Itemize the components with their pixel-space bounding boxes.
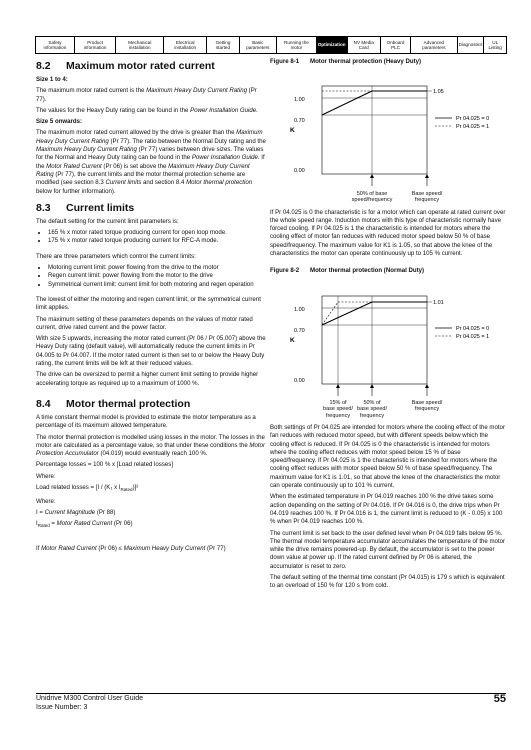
section-8-4-heading: 8.4 Motor thermal protection	[36, 397, 191, 410]
list-item: • Symmetrical current limit: current limit for both motoring and regen operation	[48, 281, 268, 289]
paragraph: If Motor Rated Current (Pr 06) ≤ Maximum Heavy Duty Current (Pr 77)	[36, 544, 226, 552]
paragraph: The default setting of the thermal time constant (Pr 04.015) is 179 s which is equivalent to an overload of 150 % for 120 s from cold.	[270, 574, 505, 590]
x-label: 15% of base speed/ frequency	[323, 399, 353, 419]
paragraph: The values for the Heavy Duty rating can be found in the Power Installation Guide.	[36, 106, 258, 114]
paragraph: The drive can be oversized to permit a higher current limit setting to provide higher accelerating torque as required up to a maximum of 1000 %.	[36, 371, 259, 387]
current-limit-defaults-list	[36, 229, 268, 246]
x-label: Base speed/ frequency	[411, 399, 443, 413]
series-pr04025-1-line	[322, 91, 372, 115]
tick-label: 0.70	[294, 118, 305, 125]
paragraph: The default setting for the current limit parameters is:	[36, 217, 179, 225]
tab-ul-listing[interactable]: UL Listing	[488, 39, 502, 50]
figure-8-2-x-labels	[270, 400, 506, 420]
x-marker-50pct	[370, 384, 374, 396]
paragraph: Where:	[36, 497, 56, 505]
tick-label: 1.00	[294, 97, 305, 104]
figure-8-1-caption: Figure 8-1 Motor thermal protection (Heavy Duty)	[270, 58, 422, 65]
paragraph: The current limit is set back to the user defined level when Pr 04.019 falls below 95 %. The thermal model temperature accumulator accumulates the temperature of the motor while the drive remains powered-up. By default, the accumulator is set to the power down value at power up. If the rated current defined by Pr 06 is altered, the accumulator is reset to zero.	[270, 529, 506, 570]
x-marker-50pct	[370, 174, 374, 186]
list-item: • 165 % x motor rated torque producing current for open loop mode.	[48, 229, 268, 237]
paragraph: If Pr 04.025 is 0 the characteristic is for a motor which can operate at rated current over the whole speed range. Induction motors with this type of characteristic normally have forced cooling. If Pr 04.025 is 1 the characteristic is intended for motors where the cooling effect of motor fan reduces with reduced motor speed below 50 % of base speed/frequency. The maximum value for K1 is 1.05, so that above the knee of the characteristics the motor can operate continuously up to 105 % current.	[270, 208, 506, 258]
paragraph: The maximum motor rated current allowed by the drive is greater than the Maximum Heavy Duty Current Rating (Pr 77). The ratio between the Normal Duty rating and the Maximum Heavy Duty Current Rating (Pr 77) varies between drive sizes. The values for the Normal and Heavy Duty rating can be found in the Power Installation Guide. If the Motor Rated Current (Pr 06) is set above the Maximum Heavy Duty Current Rating (Pr 77), the current limits and the motor thermal protection scheme are modified (see section 8.3 Current limits and section 8.4 Motor thermal protection below for further information).	[36, 129, 266, 195]
tab-optimization[interactable]: Optimization	[317, 37, 348, 53]
figure-8-2-caption: Figure 8-2 Motor thermal protection (Normal Duty)	[270, 267, 425, 275]
tab-nv-media-card[interactable]: NV Media Card	[348, 37, 381, 53]
left-column	[36, 58, 268, 556]
paragraph: The maximum setting of these parameters depends on the values of motor rated current, drive rated current and the power factor.	[36, 315, 253, 331]
legend-label: Pr 04.025 = 0	[456, 116, 490, 123]
tab-getting-started[interactable]: Getting started	[207, 37, 239, 53]
series-pr04025-1-line	[322, 302, 372, 325]
tab-safety-information[interactable]: Safety information	[36, 37, 75, 53]
current-limit-parameters-list	[36, 264, 268, 289]
subheading-size-5: Size 5 onwards:	[36, 118, 83, 126]
tab-diagnostics[interactable]: Diagnostics	[458, 37, 485, 53]
tab-running-the-motor[interactable]: Running the motor	[277, 37, 317, 53]
figure-8-1-x-labels	[270, 191, 506, 205]
tick-label: 1.00	[294, 306, 305, 313]
paragraph: A time constant thermal model is provided to estimate the motor temperature as a percentage of its maximum allowed temperature.	[36, 413, 256, 430]
figure-8-1-diagram	[270, 68, 506, 193]
end-value-label: 1.05	[433, 89, 444, 96]
paragraph: The motor thermal protection is modelled using losses in the motor. The losses in the motor are calculated as a percentage value, so that under these conditions the Motor Protection Accumulator (04.019) would eventually reach 100 %.	[36, 433, 265, 458]
tab-basic-parameters[interactable]: Basic parameters	[240, 37, 278, 53]
x-label: Base speed/ frequency	[411, 190, 443, 204]
paragraph: With size 5 upwards, increasing the motor rated current (Pr 06 / Pr 05.007) above the Heavy Duty rating (default value), will automatically reduce the current limits in Pr 04.005 to Pr 04.007. If the motor rated current is then set to or below the Heavy Duty rating, the current limits will be left at their reduced values.	[36, 335, 266, 368]
paragraph: Both settings of Pr 04.025 are intended for motors where the cooling effect of the motor fan reduces with reduced motor speed, but with different speeds below which the cooling effect is reduced. If Pr 04.025 is 0 the characteristic is intended for motors where the cooling effect reduces with motor speed below 15 % of base speed/frequency. If Pr 04.025 is 1 the characteristic is intended for motors where the cooling effect reduces with motor speed below 50 % of base speed/frequency. The maximum value for K1 is 1.01, so that above the knee of the characteristics the motor can operate continuously up to 101 % current.	[270, 423, 505, 490]
tick-label: 0.00	[294, 377, 305, 384]
x-label: 50% of base speed/frequency	[351, 190, 393, 204]
y-axis-label: K	[290, 336, 295, 344]
list-item: • 175 % x motor rated torque producing current for RFC-A mode.	[48, 237, 268, 245]
formula: Percentage losses = 100 % x [Load related losses]	[36, 461, 174, 469]
end-value-label: 1.01	[433, 299, 444, 306]
definition: I = Current Magnitude (Pr 88)	[36, 508, 116, 516]
x-marker-15pct	[336, 384, 340, 396]
x-marker-base	[425, 174, 429, 186]
page-number: 55	[493, 693, 506, 705]
plot-area	[322, 296, 427, 384]
paragraph: Where:	[36, 472, 56, 480]
legend-label: Pr 04.025 = 1	[456, 333, 490, 340]
legend-label: Pr 04.025 = 1	[456, 124, 490, 131]
right-column	[270, 58, 506, 594]
plot-area	[322, 86, 427, 174]
tab-advanced-parameters[interactable]: Advanced parameters	[411, 37, 458, 53]
tick-label: 0.70	[294, 327, 305, 334]
figure-8-2-diagram	[270, 278, 506, 403]
guide-title: Unidrive M300 Control User Guide	[36, 695, 143, 702]
paragraph: There are three parameters which control the current limits:	[36, 252, 196, 260]
list-item: • Regen current limit: power flowing from the motor to the drive	[48, 272, 268, 280]
legend-label: Pr 04.025 = 0	[456, 325, 490, 332]
definition: $I_{Rated}$ = Motor Rated Current (Pr 06)	[36, 520, 133, 529]
issue-number: Issue Number: 3	[36, 704, 88, 711]
x-marker-base	[425, 384, 429, 396]
subheading-size-1-4: Size 1 to 4:	[36, 76, 68, 83]
paragraph: When the estimated temperature in Pr 04.019 reaches 100 % the drive takes some action depending on the setting of Pr 04.016. If Pr 04.016 is 0, the drive trips when Pr 04.019 reaches 100 %. If Pr 04.016 is 1, the current limit is reduced to (K - 0.05) x 100 % when Pr 04.019 reaches 100 %.	[270, 493, 503, 526]
paragraph: The maximum motor rated current is the Maximum Heavy Duty Current Rating (Pr 77).	[36, 87, 257, 103]
x-label: 50% of base speed/ frequency	[357, 399, 387, 419]
page-footer	[36, 693, 506, 712]
paragraph: The lowest of either the motoring and regen current limit, or the symmetrical current limit applies.	[36, 295, 261, 312]
tick-label: 0.00	[294, 168, 305, 175]
section-8-2-heading: 8.2 Maximum motor rated current	[36, 60, 215, 72]
tab-electrical-installation[interactable]: Electrical installation	[164, 37, 207, 53]
list-item: • Motoring current limit: power flowing from the drive to the motor	[48, 264, 268, 272]
formula: Load related losses = [I / (K₁ x $I_{Rated})]^2$	[36, 483, 139, 493]
tab-mechanical-installation[interactable]: Mechanical installation	[116, 37, 164, 53]
chapter-nav	[35, 36, 507, 54]
section-8-3-heading: 8.3 Current limits	[36, 201, 135, 214]
tab-onboard-plc[interactable]: Onboard PLC	[381, 37, 411, 53]
tab-product-information[interactable]: Product information	[75, 37, 117, 53]
y-axis-label: K	[290, 127, 295, 135]
